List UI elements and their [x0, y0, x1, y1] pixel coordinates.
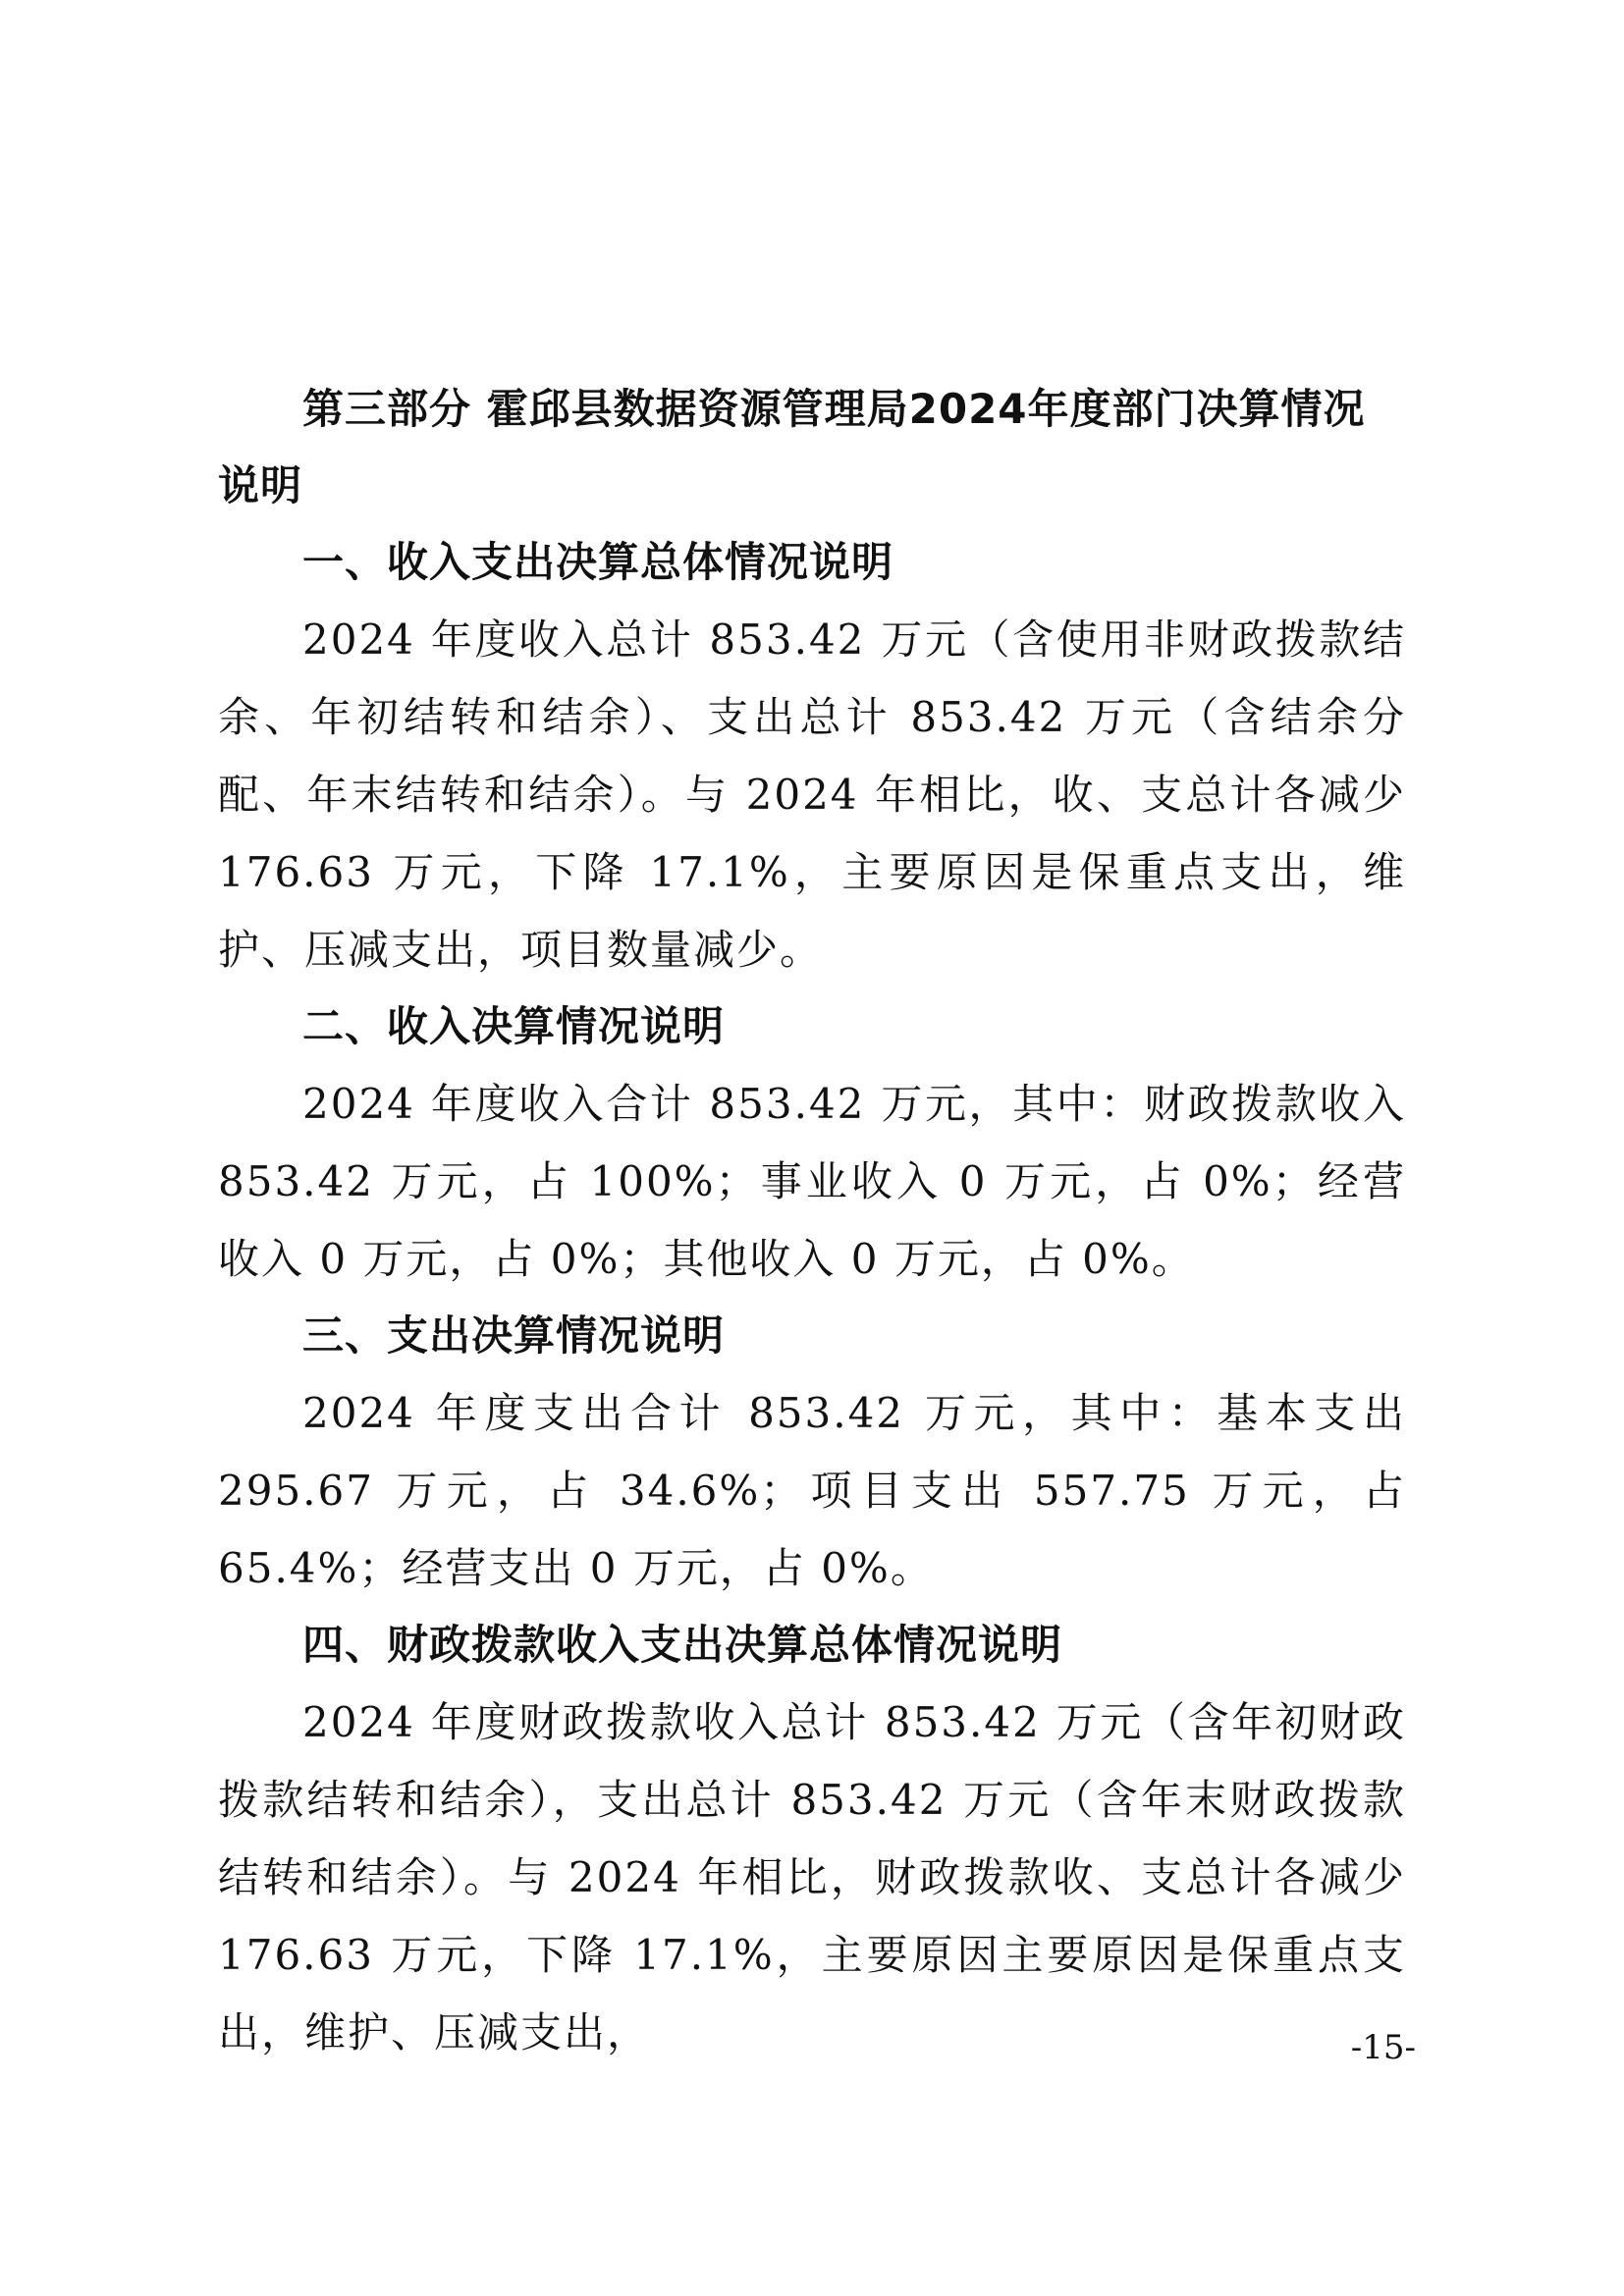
section-heading-3: 三、支出决算情况说明 — [302, 1311, 726, 1360]
section-paragraph-2: 2024 年度收入合计 853.42 万元，其中：财政拨款收入 853.42 万元，占 100%；事业收入 0 万元，占 0%；经营收入 0 万元，占 0%；其他收入 0 万元，占 0%。 — [218, 1080, 1406, 1283]
document-body — [218, 371, 1406, 2071]
section-heading-1: 一、收入支出决算总体情况说明 — [302, 538, 894, 586]
document-title: 第三部分 霍邱县数据资源管理局2024年度部门决算情况说明 — [218, 385, 1366, 509]
page-number: -15- — [1350, 2028, 1416, 2067]
section-heading-4: 四、财政拨款收入支出决算总体情况说明 — [302, 1621, 1063, 1669]
section-paragraph-3: 2024 年度支出合计 853.42 万元，其中：基本支出 295.67 万元，占 34.6%；项目支出 557.75 万元，占 65.4%；经营支出 0 万元，占 0%。 — [218, 1389, 1406, 1592]
section-paragraph-4: 2024 年度财政拨款收入总计 853.42 万元（含年初财政拨款结转和结余），支出总计 853.42 万元（含年末财政拨款结转和结余）。与 2024 年相比，财政拨款收、支总计各减少 176.63 万元，下降 17.1%，主要原因主要原因是保重点支出，维护、压减支出， — [218, 1698, 1406, 2056]
section-paragraph-1: 2024 年度收入总计 853.42 万元（含使用非财政拨款结余、年初结转和结余）、支出总计 853.42 万元（含结余分配、年末结转和结余）。与 2024 年相比，收、支总计各减少 176.63 万元，下降 17.1%，主要原因是保重点支出，维护、压减支出，项目数量减少。 — [218, 615, 1406, 974]
section-heading-2: 二、收入决算情况说明 — [302, 1002, 726, 1050]
